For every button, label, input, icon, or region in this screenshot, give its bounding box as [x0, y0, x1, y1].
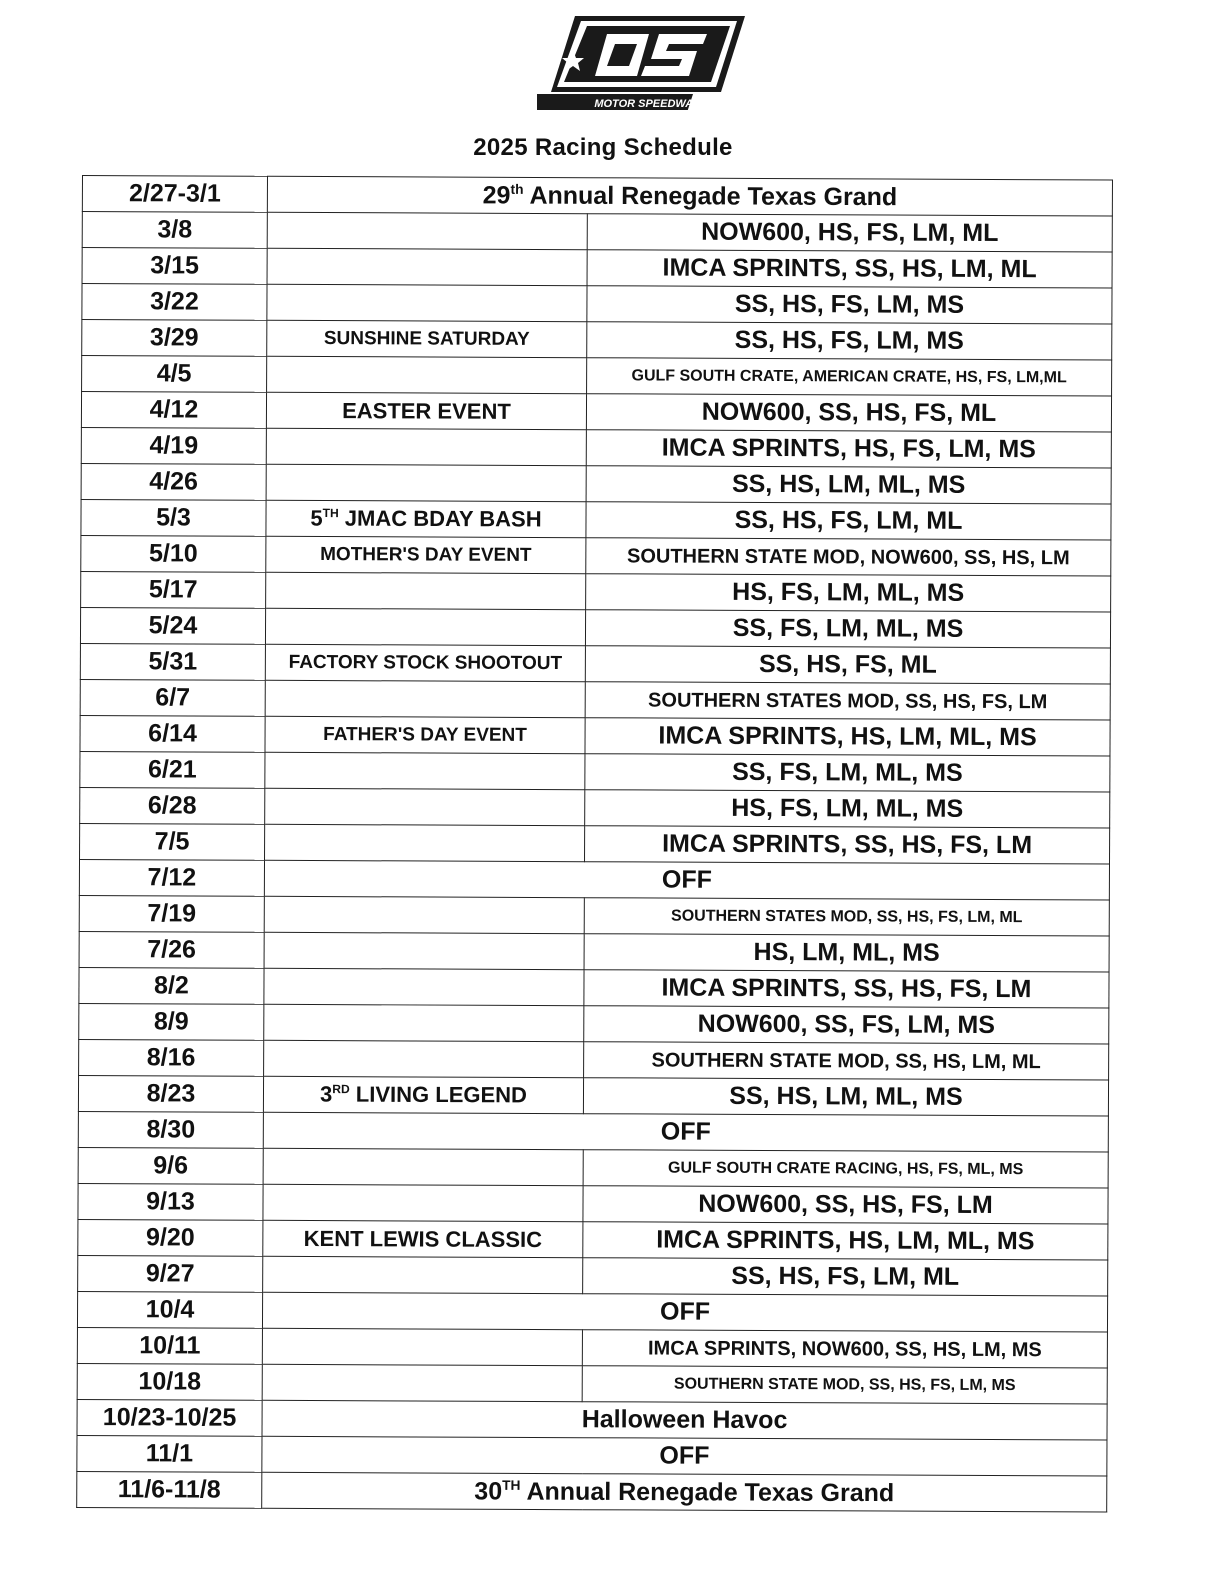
event-name [265, 644, 585, 681]
event-name [264, 968, 584, 1005]
race-classes: IMCA SPRINTS, NOW600, SS, HS, LM, MS [582, 1330, 1107, 1368]
race-classes: SOUTHERN STATE MOD, SS, HS, LM, ML [584, 1042, 1109, 1080]
event-text: SUNSHINE SATURDAY [323, 328, 530, 350]
event-name [267, 284, 587, 321]
race-classes: SS, HS, LM, ML, MS [583, 1078, 1108, 1116]
race-date: 8/30 [78, 1111, 263, 1148]
event-text: 3 [319, 1081, 333, 1107]
race-date: 3/22 [82, 284, 267, 321]
schedule-row [80, 643, 1110, 683]
event-name [267, 356, 587, 393]
event-name [263, 1220, 583, 1257]
event-text: 29 [482, 181, 511, 210]
schedule-row [77, 1435, 1107, 1475]
event-text: FATHER'S DAY EVENT [323, 724, 527, 746]
schedule-row [82, 356, 1112, 396]
schedule-row [82, 320, 1112, 360]
event-name [267, 320, 587, 357]
event-name [265, 788, 585, 825]
schedule-row [82, 248, 1112, 288]
off-week [263, 1112, 1108, 1152]
ordinal-suffix: TH [502, 1477, 521, 1493]
race-date: 8/23 [78, 1075, 263, 1112]
race-date: 7/5 [80, 823, 265, 860]
schedule-row [81, 463, 1111, 503]
race-date: 7/26 [79, 931, 264, 968]
race-classes: SOUTHERN STATE MOD, SS, HS, FS, LM, MS [582, 1366, 1107, 1404]
schedule-row [78, 1255, 1108, 1295]
race-date: 11/1 [77, 1435, 262, 1472]
race-date: 8/9 [79, 1003, 264, 1040]
race-classes: SOUTHERN STATES MOD, SS, HS, FS, LM [585, 682, 1110, 720]
event-name [263, 1184, 583, 1221]
schedule-row [79, 967, 1109, 1007]
event-text: EASTER EVENT [342, 397, 511, 424]
schedule-title: 2025 Racing Schedule [473, 134, 733, 161]
schedule-row [80, 823, 1110, 863]
event-text: KENT LEWIS CLASSIC [303, 1225, 543, 1252]
race-date: 6/7 [80, 679, 265, 716]
race-classes: SS, HS, FS, LM, ML [583, 1258, 1108, 1296]
race-date: 5/31 [80, 643, 265, 680]
race-classes: HS, LM, ML, MS [584, 934, 1109, 972]
special-event [262, 1400, 1107, 1440]
schedule-row [78, 1147, 1108, 1187]
event-text: FACTORY STOCK SHOOTOUT [288, 651, 563, 675]
event-text-rest: JMAC BDAY BASH [338, 505, 542, 532]
race-classes: GULF SOUTH CRATE RACING, HS, FS, ML, MS [583, 1150, 1108, 1188]
schedule-row [79, 1003, 1109, 1043]
event-text-rest: Annual Renegade Texas Grand [523, 181, 898, 211]
ordinal-suffix: RD [332, 1082, 350, 1097]
speedway-logo [537, 14, 747, 114]
race-classes: HS, FS, LM, ML, MS [585, 790, 1110, 828]
logo-graphic [537, 14, 747, 114]
race-classes: SS, HS, FS, LM, ML [586, 502, 1111, 540]
ordinal-suffix: TH [322, 506, 339, 521]
schedule-row [79, 931, 1109, 971]
race-date: 6/14 [80, 715, 265, 752]
race-classes: SS, FS, LM, ML, MS [585, 754, 1110, 792]
race-date: 10/11 [77, 1327, 262, 1364]
special-event [267, 176, 1112, 216]
schedule-row [77, 1399, 1107, 1439]
schedule-row [80, 715, 1110, 755]
event-name [263, 1076, 583, 1113]
schedule-row [77, 1291, 1107, 1331]
event-name [262, 1328, 582, 1365]
race-date: 8/16 [79, 1039, 264, 1076]
schedule-row [81, 535, 1111, 575]
off-week [262, 1292, 1107, 1332]
event-text: OFF [660, 1117, 711, 1146]
event-name [265, 752, 585, 789]
event-name [266, 572, 586, 609]
event-text: 5 [310, 505, 323, 531]
schedule-row [78, 1111, 1108, 1151]
race-date: 9/13 [78, 1183, 263, 1220]
event-name [266, 536, 586, 573]
schedule-row [82, 284, 1112, 324]
race-classes: SS, HS, FS, LM, MS [587, 322, 1112, 360]
schedule-row [78, 1075, 1108, 1115]
schedule-row [78, 1183, 1108, 1223]
race-classes: IMCA SPRINTS, HS, LM, ML, MS [583, 1222, 1108, 1260]
event-text: Halloween Havoc [581, 1405, 788, 1435]
race-classes: SS, HS, LM, ML, MS [586, 466, 1111, 504]
special-event [262, 1472, 1107, 1512]
schedule-row [81, 392, 1111, 432]
event-text-rest: LIVING LEGEND [349, 1081, 528, 1108]
race-date: 5/10 [81, 535, 266, 572]
schedule-row [80, 607, 1110, 647]
race-date: 3/29 [82, 320, 267, 357]
event-name [264, 932, 584, 969]
race-classes: IMCA SPRINTS, HS, LM, ML, MS [585, 718, 1110, 756]
race-date: 8/2 [79, 967, 264, 1004]
schedule-row [77, 1471, 1107, 1511]
race-date: 6/28 [80, 787, 265, 824]
event-name [263, 1256, 583, 1293]
schedule-row [81, 427, 1111, 467]
schedule-row [81, 571, 1111, 611]
event-name [264, 896, 584, 933]
schedule-row [82, 176, 1112, 216]
event-name [263, 1148, 583, 1185]
event-name [265, 680, 585, 717]
race-classes: GULF SOUTH CRATE, AMERICAN CRATE, HS, FS, LM,ML [587, 358, 1112, 396]
schedule-row [79, 1039, 1109, 1079]
event-name [262, 1364, 582, 1401]
event-name [267, 248, 587, 285]
race-date: 3/15 [82, 248, 267, 285]
event-text: 30 [474, 1477, 503, 1506]
race-classes: SOUTHERN STATES MOD, SS, HS, FS, LM, ML [584, 898, 1109, 936]
race-classes: HS, FS, LM, ML, MS [586, 574, 1111, 612]
event-name [266, 428, 586, 465]
schedule-row [77, 1363, 1107, 1403]
race-date: 4/5 [82, 356, 267, 393]
event-name [267, 212, 587, 249]
schedule-row [79, 895, 1109, 935]
schedule-row [78, 1219, 1108, 1259]
race-date: 10/18 [77, 1363, 262, 1400]
race-date: 4/26 [81, 463, 266, 500]
schedule-row [77, 1327, 1107, 1367]
race-classes: SOUTHERN STATE MOD, NOW600, SS, HS, LM [586, 538, 1111, 576]
event-name [265, 716, 585, 753]
race-classes: SS, HS, FS, LM, MS [587, 286, 1112, 324]
race-date: 10/4 [77, 1291, 262, 1328]
event-text: OFF [659, 1297, 711, 1326]
race-date: 10/23-10/25 [77, 1399, 262, 1436]
event-name [266, 500, 586, 537]
race-classes: NOW600, SS, HS, FS, ML [586, 394, 1111, 432]
schedule-row [82, 212, 1112, 252]
race-classes: IMCA SPRINTS, SS, HS, FS, LM [584, 970, 1109, 1008]
race-classes: SS, FS, LM, ML, MS [585, 610, 1110, 648]
event-name [265, 608, 585, 645]
race-date: 4/19 [81, 427, 266, 464]
schedule-table [76, 175, 1113, 1512]
off-week [262, 1436, 1107, 1476]
race-classes: NOW600, SS, FS, LM, MS [584, 1006, 1109, 1044]
off-week [264, 860, 1109, 900]
logo-subtext: MOTOR SPEEDWAY [594, 98, 700, 110]
race-classes: NOW600, SS, HS, FS, LM [583, 1186, 1108, 1224]
race-classes: IMCA SPRINTS, HS, FS, LM, MS [586, 430, 1111, 468]
race-classes: IMCA SPRINTS, SS, HS, LM, ML [587, 250, 1112, 288]
event-name [264, 1040, 584, 1077]
race-date: 7/19 [79, 895, 264, 932]
event-name [265, 824, 585, 861]
schedule-row [79, 859, 1109, 899]
race-classes: SS, HS, FS, ML [585, 646, 1110, 684]
race-date: 9/6 [78, 1147, 263, 1184]
ordinal-suffix: th [510, 181, 524, 197]
race-date: 3/8 [82, 212, 267, 249]
event-name [264, 1004, 584, 1041]
event-text: OFF [661, 865, 712, 894]
schedule-row [80, 679, 1110, 719]
event-name [266, 392, 586, 429]
race-date: 6/21 [80, 751, 265, 788]
race-date: 5/3 [81, 499, 266, 536]
race-date: 5/24 [80, 607, 265, 644]
race-date: 5/17 [81, 571, 266, 608]
race-classes: NOW600, HS, FS, LM, ML [587, 214, 1112, 252]
schedule-row [80, 787, 1110, 827]
event-text: OFF [659, 1441, 710, 1470]
event-text: MOTHER'S DAY EVENT [320, 544, 532, 566]
schedule-row [81, 499, 1111, 539]
race-date: 7/12 [79, 859, 264, 896]
event-text-rest: Annual Renegade Texas Grand [520, 1477, 895, 1507]
race-date: 4/12 [81, 392, 266, 429]
race-date: 2/27-3/1 [82, 176, 267, 213]
race-date: 9/20 [78, 1219, 263, 1256]
race-classes: IMCA SPRINTS, SS, HS, FS, LM [585, 826, 1110, 864]
race-date: 11/6-11/8 [77, 1471, 262, 1508]
event-name [266, 464, 586, 501]
race-date: 9/27 [78, 1255, 263, 1292]
schedule-row [80, 751, 1110, 791]
